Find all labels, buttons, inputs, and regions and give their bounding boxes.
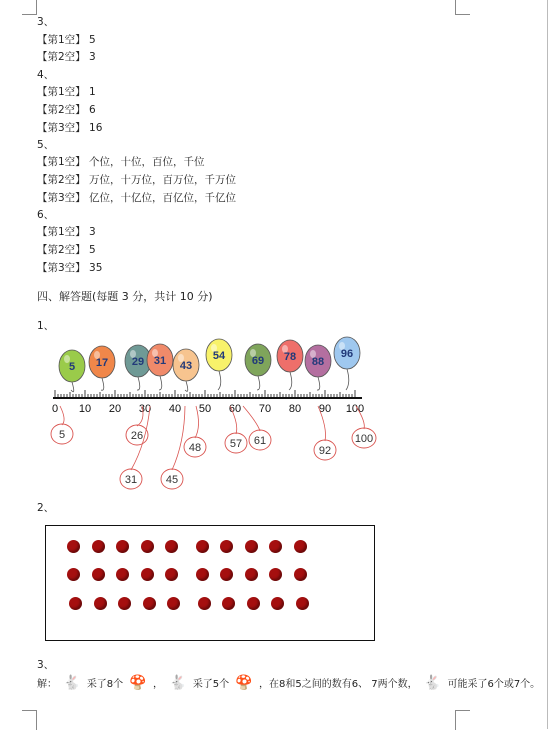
question-number: 3、 <box>37 16 55 28</box>
answer-number: 5 <box>58 429 66 441</box>
dot <box>294 540 307 553</box>
balloon-number: 29 <box>131 356 145 368</box>
crop-mark-top-left <box>22 0 37 15</box>
blank-label: 【第3空】 <box>37 192 86 204</box>
dot <box>67 540 80 553</box>
answer-number: 26 <box>130 430 144 442</box>
dot <box>196 540 209 553</box>
blank-line <box>37 154 205 169</box>
blank-line <box>37 172 236 187</box>
mushroom-icon: 🍄 <box>235 674 253 691</box>
tick-label: 70 <box>258 403 272 415</box>
balloon-number: 43 <box>179 360 193 372</box>
balloon-string <box>257 376 260 390</box>
balloon-string <box>289 372 292 390</box>
blank-value: 5 <box>89 34 96 46</box>
blank-value: 3 <box>89 226 96 238</box>
balloon-string <box>101 378 104 390</box>
blank-value: 3 <box>89 51 96 63</box>
rabbit-icon: 🐇 <box>423 674 442 691</box>
dot <box>220 540 233 553</box>
dot <box>245 568 258 581</box>
blank-label: 【第1空】 <box>37 156 86 168</box>
tick-label: 40 <box>168 403 182 415</box>
solution-text: ， <box>153 679 163 690</box>
balloon-string <box>346 369 349 390</box>
answer-number: 57 <box>229 438 243 450</box>
mushroom-icon: 🍄 <box>129 674 147 691</box>
question-number: 6、 <box>37 209 55 221</box>
blank-value: 亿位，十亿位，百亿位，千亿位 <box>89 192 237 204</box>
answer-number: 48 <box>188 442 202 454</box>
blank-label: 【第2空】 <box>37 51 86 63</box>
balloon-string <box>218 371 221 390</box>
crop-mark-top-right <box>455 0 470 15</box>
question-number: 2、 <box>37 502 55 514</box>
dot <box>116 568 129 581</box>
solution-text: 采了8个 <box>86 679 124 690</box>
answer-number: 61 <box>253 435 267 447</box>
dot <box>69 597 82 610</box>
blank-label: 【第2空】 <box>37 244 86 256</box>
balloon-number: 96 <box>340 348 354 360</box>
blank-line <box>37 32 96 47</box>
blank-line <box>37 102 96 117</box>
balloon-string <box>137 377 140 390</box>
question-number: 3、 <box>37 659 55 671</box>
balloon-number: 5 <box>68 361 76 373</box>
dot <box>118 597 131 610</box>
blank-value: 5 <box>89 244 96 256</box>
dot <box>116 540 129 553</box>
dot <box>196 568 209 581</box>
answer-number: 45 <box>165 474 179 486</box>
solution-text: ，在8和5之间的数有6、 7两个数， <box>259 679 418 690</box>
balloon-string <box>159 376 162 390</box>
balloon-string <box>317 377 320 390</box>
balloon-number: 17 <box>95 357 109 369</box>
dot <box>198 597 211 610</box>
rabbit-icon: 🐇 <box>63 674 81 691</box>
dot <box>92 568 105 581</box>
blank-line <box>37 49 96 64</box>
blank-label: 【第1空】 <box>37 86 86 98</box>
answer-leader <box>243 406 260 431</box>
blank-value: 16 <box>89 122 103 134</box>
dot <box>271 597 284 610</box>
dot <box>167 597 180 610</box>
question-number: 4、 <box>37 69 55 81</box>
dot-grid-box <box>45 525 375 641</box>
blank-line <box>37 242 96 257</box>
dot <box>245 540 258 553</box>
question-number: 1、 <box>37 320 55 332</box>
dot <box>269 568 282 581</box>
rabbit-icon: 🐇 <box>169 674 187 691</box>
dot <box>222 597 235 610</box>
blank-value: 1 <box>89 86 96 98</box>
balloon-number: 69 <box>251 355 265 367</box>
tick-label: 30 <box>138 403 152 415</box>
answer-number: 92 <box>318 445 332 457</box>
balloon-number: 54 <box>212 350 226 362</box>
dot <box>247 597 260 610</box>
blank-line <box>37 260 102 275</box>
dot <box>143 597 156 610</box>
dot <box>67 568 80 581</box>
solution-text: 采了5个 <box>192 679 230 690</box>
crop-mark-bottom-left <box>22 710 37 730</box>
blank-label: 【第3空】 <box>37 262 86 274</box>
blank-label: 【第1空】 <box>37 226 86 238</box>
blank-value: 万位，十万位，百万位，千万位 <box>89 174 237 186</box>
balloon-number: 78 <box>283 351 297 363</box>
dot <box>294 568 307 581</box>
blank-value: 35 <box>89 262 103 274</box>
dot <box>165 540 178 553</box>
dot <box>92 540 105 553</box>
answer-number: 31 <box>124 474 138 486</box>
balloon-number: 88 <box>311 356 325 368</box>
blank-value: 6 <box>89 104 96 116</box>
blank-line <box>37 84 96 99</box>
crop-mark-bottom-right <box>455 710 470 730</box>
solution-text: 可能采了6个或7个。 <box>447 679 541 690</box>
blank-line <box>37 190 236 205</box>
tick-label: 60 <box>228 403 242 415</box>
blank-line <box>37 120 102 135</box>
balloon-number-line <box>0 330 548 495</box>
solution-line <box>37 675 540 690</box>
tick-label: 100 <box>345 403 365 415</box>
tick-label: 90 <box>318 403 332 415</box>
blank-label: 【第2空】 <box>37 104 86 116</box>
dot <box>94 597 107 610</box>
dot <box>269 540 282 553</box>
blank-label: 【第3空】 <box>37 122 86 134</box>
answer-leader <box>172 406 185 470</box>
balloon-string <box>71 382 74 392</box>
answer-leader <box>60 406 64 425</box>
section-title: 四、解答题(每题 3 分，共计 10 分) <box>37 290 213 303</box>
balloon-string <box>185 381 188 391</box>
tick-label: 10 <box>78 403 92 415</box>
dot <box>141 568 154 581</box>
tick-label: 50 <box>198 403 212 415</box>
question-number: 5、 <box>37 139 55 151</box>
dot <box>296 597 309 610</box>
blank-value: 个位，十位，百位，千位 <box>89 156 205 168</box>
blank-line <box>37 224 96 239</box>
answer-number: 100 <box>354 433 374 445</box>
tick-label: 80 <box>288 403 302 415</box>
blank-label: 【第2空】 <box>37 174 86 186</box>
dot <box>165 568 178 581</box>
solution-label: 解： <box>37 679 57 690</box>
tick-label: 20 <box>108 403 122 415</box>
blank-label: 【第1空】 <box>37 34 86 46</box>
balloon-number: 31 <box>153 355 167 367</box>
dot <box>141 540 154 553</box>
tick-label: 0 <box>51 403 59 415</box>
dot <box>220 568 233 581</box>
